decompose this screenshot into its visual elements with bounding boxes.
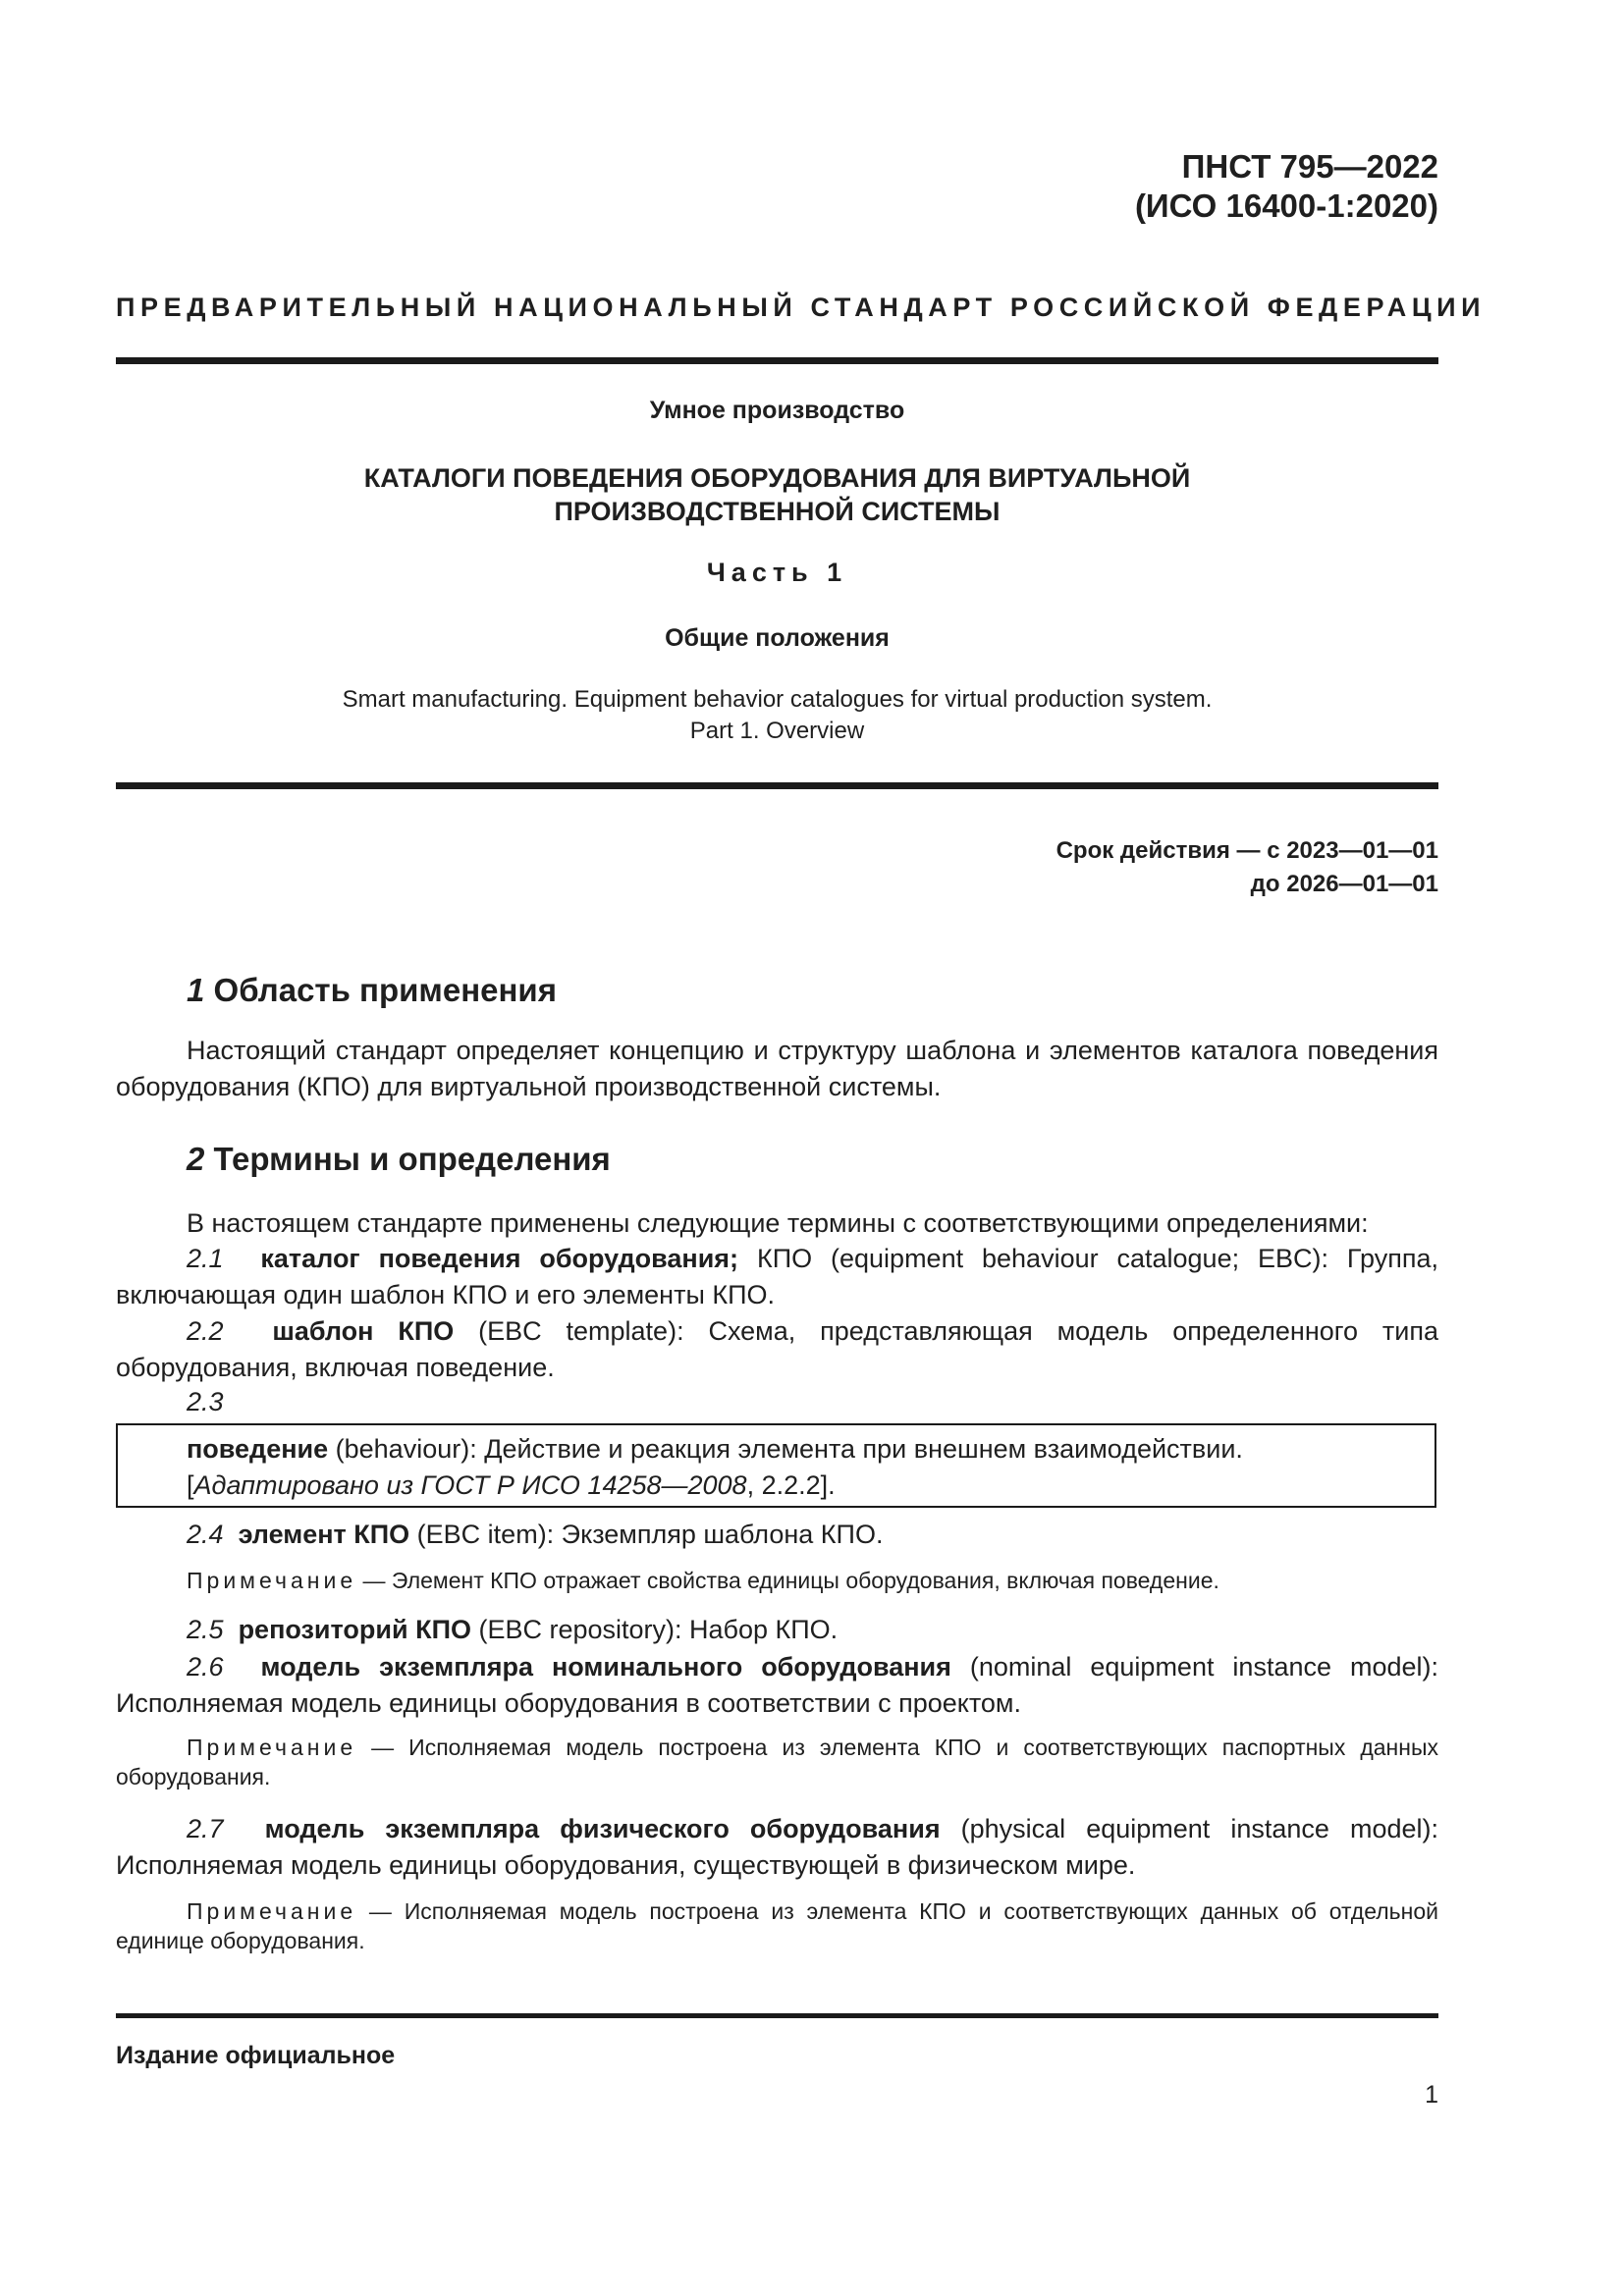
title-main [116,461,1438,528]
title-english-line1: Smart manufacturing. Equipment behavior catalogues for virtual production system. [342,686,1213,713]
note-2-7 [116,1896,1438,1955]
term-2-5 [187,1612,1438,1648]
page-number: 1 [1425,2081,1438,2109]
term-2-7-definition: (physical equipment instance model): Исполняемая модель единицы оборудования, существующей в физическом мире. [116,1814,1438,1880]
section-1-text: Настоящий стандарт определяет концепцию и структуру шаблона и элементов каталога поведения оборудования (КПО) для виртуальной производственной системы. [116,1036,1438,1101]
term-2-2-number: 2.2 [187,1316,224,1346]
term-2-3-definition [187,1431,1429,1504]
term-2-5-number: 2.5 [187,1615,224,1644]
term-2-4 [187,1517,1438,1553]
official-edition: Издание официальное [116,2042,396,2069]
term-2-2-term: шаблон КПО [272,1316,455,1346]
designation-number: ПНСТ 795—2022 [1181,148,1438,185]
note-label: Примечание [187,1568,357,1593]
term-2-3-source [187,1468,1429,1504]
term-2-4-term: элемент КПО [238,1520,410,1549]
source-clause: , 2.2.2]. [746,1470,836,1500]
term-2-2 [116,1313,1438,1386]
term-2-2-definition: (EBC template): Схема, представляющая модель определенного типа оборудования, включая поведение. [116,1316,1438,1382]
term-2-4-number: 2.4 [187,1520,224,1549]
term-2-6-number: 2.6 [187,1652,224,1682]
footer-rule [116,2013,1438,2018]
note-2-7-text: — Исполняемая модель построена из элемента КПО и соответствующих данных об отдельной единице оборудования. [116,1898,1438,1953]
note-label: Примечание [187,1898,357,1924]
title-part-name: Общие положения [665,624,890,652]
term-2-6-definition: (nominal equipment instance model): Исполняемая модель единицы оборудования в соответствии с проектом. [116,1652,1438,1718]
section-1-heading [187,972,1365,1009]
title-topic: Умное производство [649,397,905,424]
title-english [116,684,1438,747]
term-2-3-text: (behaviour): Действие и реакция элемента при внешнем взаимодействии. [328,1434,1243,1464]
title-part: Часть 1 [706,558,848,587]
note-2-4-text: — Элемент КПО отражает свойства единицы оборудования, включая поведение. [356,1568,1219,1593]
note-2-6 [116,1733,1438,1791]
validity-end: до 2026—01—01 [1250,871,1438,897]
term-2-7-number: 2.7 [187,1814,224,1843]
note-2-6-text: — Исполняемая модель построена из элемента КПО и соответствующих паспортных данных оборудования. [116,1735,1438,1789]
title-main-line1: КАТАЛОГИ ПОВЕДЕНИЯ ОБОРУДОВАНИЯ ДЛЯ ВИРТУАЛЬНОЙ [363,463,1191,493]
standard-type-heading: ПРЕДВАРИТЕЛЬНЫЙ НАЦИОНАЛЬНЫЙ СТАНДАРТ РОССИЙСКОЙ ФЕДЕРАЦИИ [116,293,1487,322]
iso-reference: (ИСО 16400-1:2020) [1134,187,1438,224]
note-label: Примечание [187,1735,357,1760]
title-rule [116,782,1438,789]
header-rule [116,357,1438,364]
title-english-line2: Part 1. Overview [689,718,865,744]
title-main-line2: ПРОИЗВОДСТВЕННОЙ СИСТЕМЫ [554,497,1001,526]
term-2-1 [116,1241,1438,1313]
term-2-1-definition: КПО (equipment behaviour catalogue; EBC): Группа, включающая один шаблон КПО и его элементы КПО. [116,1244,1438,1309]
term-2-5-term: репозиторий КПО [238,1615,471,1644]
section-1-title: Область применения [213,972,557,1008]
section-2-heading [187,1141,1365,1178]
source-reference: Адаптировано из ГОСТ Р ИСО 14258—2008 [193,1470,747,1500]
term-2-1-term: каталог поведения оборудования; [260,1244,739,1273]
term-2-1-number: 2.1 [187,1244,224,1273]
term-2-7 [116,1811,1438,1884]
term-2-4-definition: (EBC item): Экземпляр шаблона КПО. [409,1520,884,1549]
term-2-3-number: 2.3 [187,1387,224,1416]
term-2-5-definition: (EBC repository): Набор КПО. [470,1615,839,1644]
term-2-7-term: модель экземпляра физического оборудования [264,1814,941,1843]
validity-period [884,834,1438,901]
section-2-intro: В настоящем стандарте применены следующие термины с соответствующими определениями: [187,1208,1369,1238]
section-2-title: Термины и определения [213,1141,611,1177]
term-2-3-term: поведение [187,1434,329,1464]
standard-designation [884,147,1438,226]
term-2-6-term: модель экземпляра номинального оборудования [260,1652,951,1682]
source-bracket: [ [187,1470,194,1500]
section-1-number: 1 [187,972,205,1008]
note-2-4 [187,1566,1438,1595]
term-2-6 [116,1649,1438,1722]
validity-start: Срок действия — с 2023—01—01 [1056,837,1438,864]
term-2-3-line [187,1431,1429,1468]
section-2-number: 2 [187,1141,205,1177]
